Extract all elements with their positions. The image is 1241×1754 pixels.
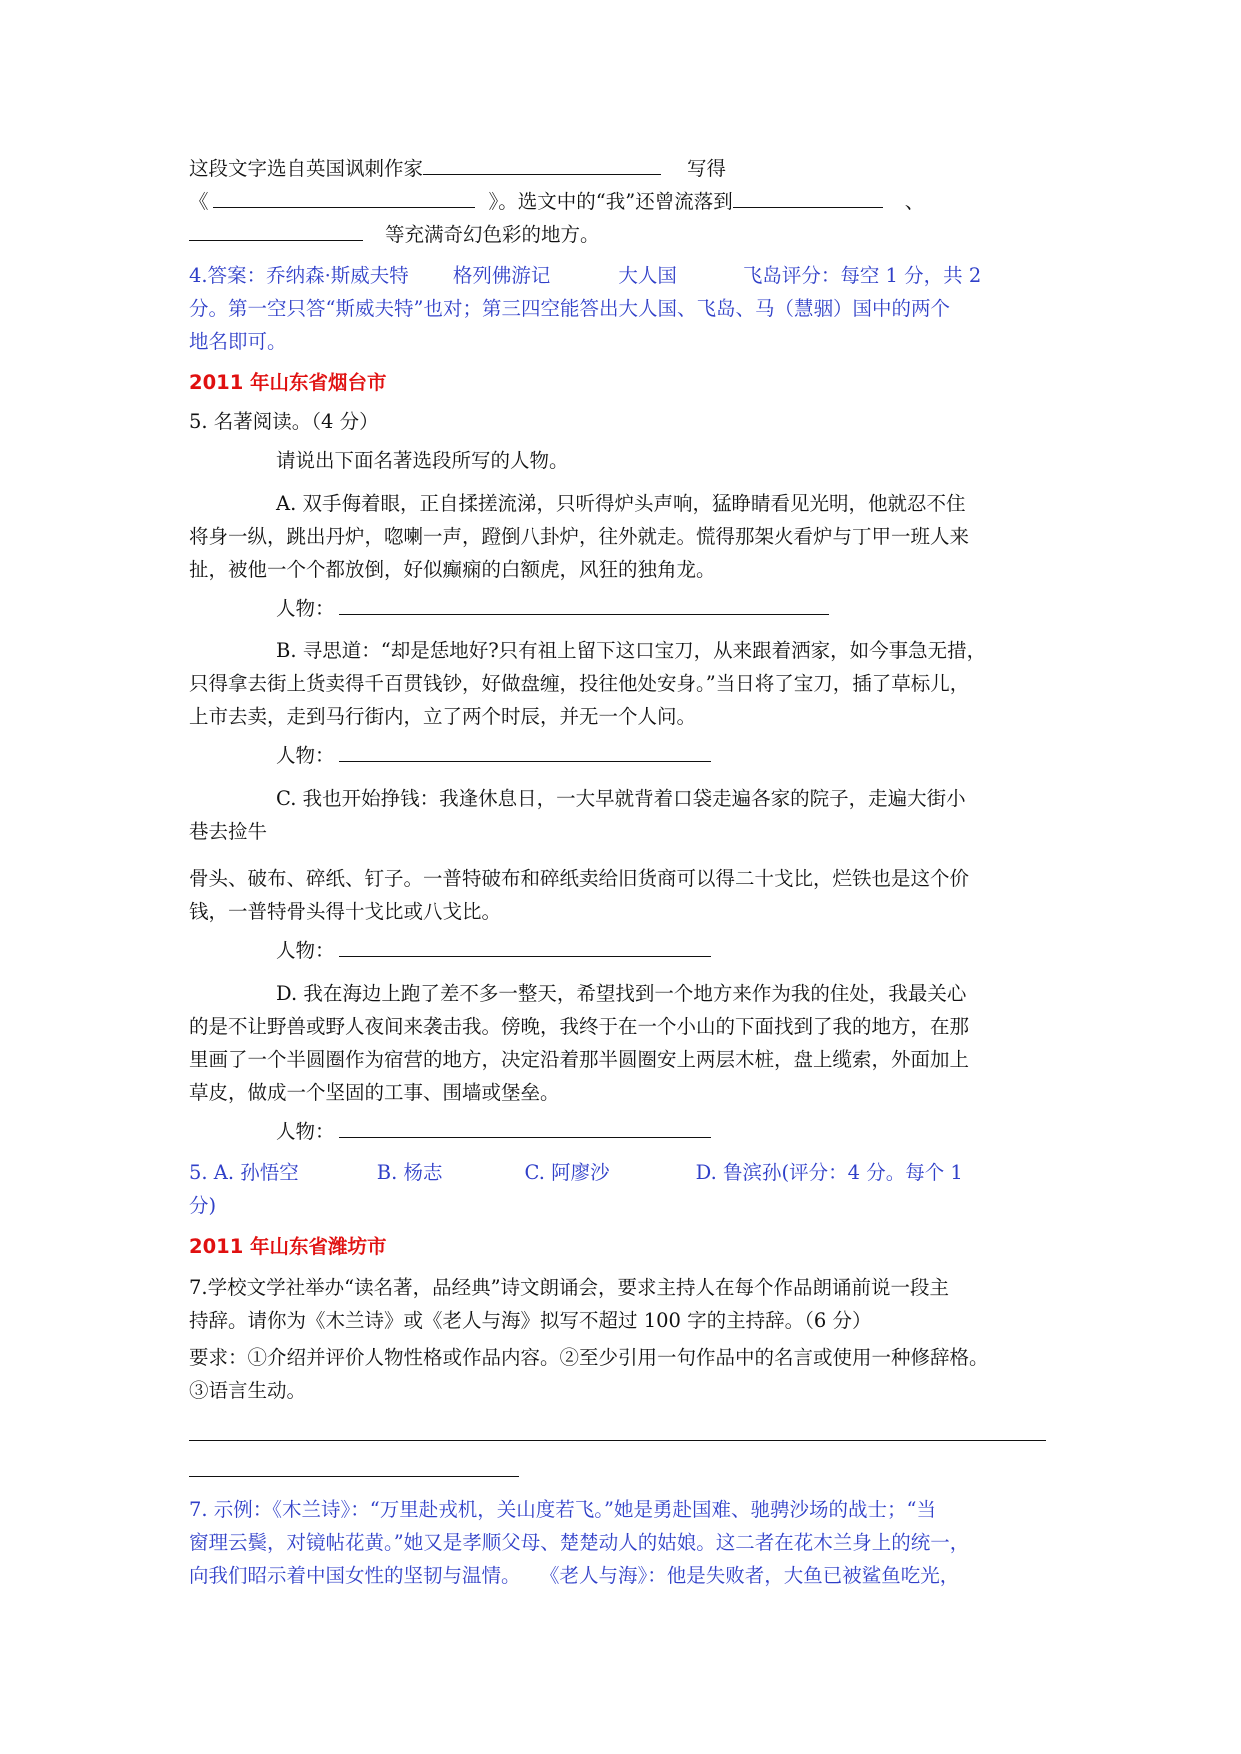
person-label: 人物： <box>276 597 335 620</box>
answer-writing-line-1[interactable] <box>189 1440 1046 1441</box>
answer-7-line-1: 7. 示例：《木兰诗》：“万里赴戎机，关山度若飞。”她是勇赴国难、驰骋沙场的战士；“当 <box>189 1498 936 1521</box>
person-b-blank[interactable] <box>339 743 711 762</box>
answer-5-item: D. 鲁滨孙(评分：4 分。每个 1 <box>695 1161 963 1184</box>
q4-tail: 写得 <box>687 157 727 180</box>
q4-line-1 <box>189 156 726 182</box>
q5-d-line-4: 草皮，做成一个坚固的工事、围墙或堡垒。 <box>189 1081 560 1104</box>
answer-4-line-1 <box>189 263 981 289</box>
author-blank[interactable] <box>423 156 661 175</box>
q4-open-bracket: 《 <box>189 190 209 213</box>
person-a-blank[interactable] <box>339 596 829 615</box>
book-title-blank[interactable] <box>213 189 475 208</box>
q5-d-answer-row <box>276 1119 711 1145</box>
q4-line3-text: 等充满奇幻色彩的地方。 <box>385 223 600 246</box>
q5-c-line-2: 巷去捡牛 <box>189 820 268 843</box>
q4-text: 这段文字选自英国讽刺作家 <box>189 157 424 180</box>
q5-instruction: 请说出下面名著选段所写的人物。 <box>276 449 569 472</box>
section-title-yantai: 2011 年山东省烟台市 <box>189 371 387 394</box>
q5-b-line-2: 只得拿去街上货卖得千百贯钱钞，好做盘缠，投往他处安身。”当日将了宝刀，插了草标儿， <box>189 672 970 695</box>
q7-line-3: 要求：①介绍并评价人物性格或作品内容。②至少引用一句作品中的名言或使用一种修辞格。 <box>189 1346 989 1369</box>
q5-a-line-1: A. 双手侮着眼，正自揉搓流涕，只听得炉头声响，猛睁睛看见光明，他就忍不住 <box>276 492 966 515</box>
q4-line-2 <box>189 189 924 215</box>
answer-5-item: 5. A. 孙悟空 <box>189 1161 299 1184</box>
q5-d-line-2: 的是不让野兽或野人夜间来袭击我。傍晚，我终于在一个小山的下面找到了我的地方，在那 <box>189 1015 970 1038</box>
answer-5-line-1 <box>189 1160 963 1186</box>
person-c-blank[interactable] <box>339 938 711 957</box>
q5-d-line-3: 里画了一个半圆圈作为宿营的地方，决定沿着那半圆圈安上两层木桩，盘上缆索，外面加上 <box>189 1048 970 1071</box>
answer-4-part: 大人国 <box>618 264 677 287</box>
person-label: 人物： <box>276 939 335 962</box>
q7-line-1: 7.学校文学社举办“读名著，品经典”诗文朗诵会，要求主持人在每个作品朗诵前说一段主 <box>189 1276 950 1299</box>
answer-writing-line-2[interactable] <box>189 1476 519 1477</box>
person-label: 人物： <box>276 744 335 767</box>
q4-line-3 <box>189 222 600 248</box>
answer-5-item: B. 杨志 <box>376 1161 443 1184</box>
q5-header: 5. 名著阅读。（4 分） <box>189 410 379 433</box>
q5-d-line-1: D. 我在海边上跑了差不多一整天，希望找到一个地方来作为我的住处，我最关心 <box>276 982 967 1005</box>
q5-a-answer-row <box>276 596 829 622</box>
answer-5-line-2: 分) <box>189 1194 217 1217</box>
answer-4-part: 飞岛评分：每空 1 分，共 2 <box>742 264 982 287</box>
answer-5-item: C. 阿廖沙 <box>524 1161 610 1184</box>
q4-line2-text: 》。选文中的“我”还曾流落到 <box>488 190 733 213</box>
section-title-weifang: 2011 年山东省潍坊市 <box>189 1235 387 1258</box>
place-blank-1[interactable] <box>733 189 883 208</box>
q5-b-line-3: 上市去卖，走到马行街内，立了两个时辰，并无一个人问。 <box>189 705 697 728</box>
q4-sep: 、 <box>904 190 925 213</box>
q5-a-line-3: 扯，被他一个个都放倒，好似癫痫的白额虎，风狂的独角龙。 <box>189 558 716 581</box>
answer-4-line-2: 分。第一空只答“斯威夫特”也对；第三四空能答出大人国、飞岛、马（慧骃）国中的两个 <box>189 297 950 320</box>
q5-b-line-1: B. 寻思道：“却是恁地好?只有祖上留下这口宝刀，从来跟着洒家，如今事急无措， <box>276 639 987 662</box>
answer-7-line-2: 窗理云鬓，对镜帖花黄。”她又是孝顺父母、楚楚动人的姑娘。这二者在花木兰身上的统一， <box>189 1531 970 1554</box>
q5-a-line-2: 将身一纵，跳出丹炉，唿喇一声，蹬倒八卦炉，往外就走。慌得那架火看炉与丁甲一班人来 <box>189 525 970 548</box>
answer-4-part: 4.答案：乔纳森·斯威夫特 <box>189 264 409 287</box>
q7-line-2: 持辞。请你为《木兰诗》或《老人与海》拟写不超过 100 字的主持辞。（6 分） <box>189 1309 872 1332</box>
person-label: 人物： <box>276 1120 335 1143</box>
q5-c-answer-row <box>276 938 711 964</box>
person-d-blank[interactable] <box>339 1119 711 1138</box>
answer-4-line-3: 地名即可。 <box>189 330 287 353</box>
answer-4-part: 格列佛游记 <box>452 264 551 287</box>
q5-c-line-4: 钱，一普特骨头得十戈比或八戈比。 <box>189 900 502 923</box>
answer-7-line-3: 向我们昭示着中国女性的坚韧与温情。 《老人与海》：他是失败者，大鱼已被鲨鱼吃光， <box>189 1564 960 1587</box>
q7-line-4: ③语言生动。 <box>189 1379 307 1402</box>
place-blank-2[interactable] <box>189 222 363 241</box>
q5-b-answer-row <box>276 743 711 769</box>
q5-c-line-3: 骨头、破布、碎纸、钉子。一普特破布和碎纸卖给旧货商可以得二十戈比，烂铁也是这个价 <box>189 867 970 890</box>
q5-c-line-1: C. 我也开始挣钱：我逢休息日，一大早就背着口袋走遍各家的院子，走遍大街小 <box>276 787 966 810</box>
